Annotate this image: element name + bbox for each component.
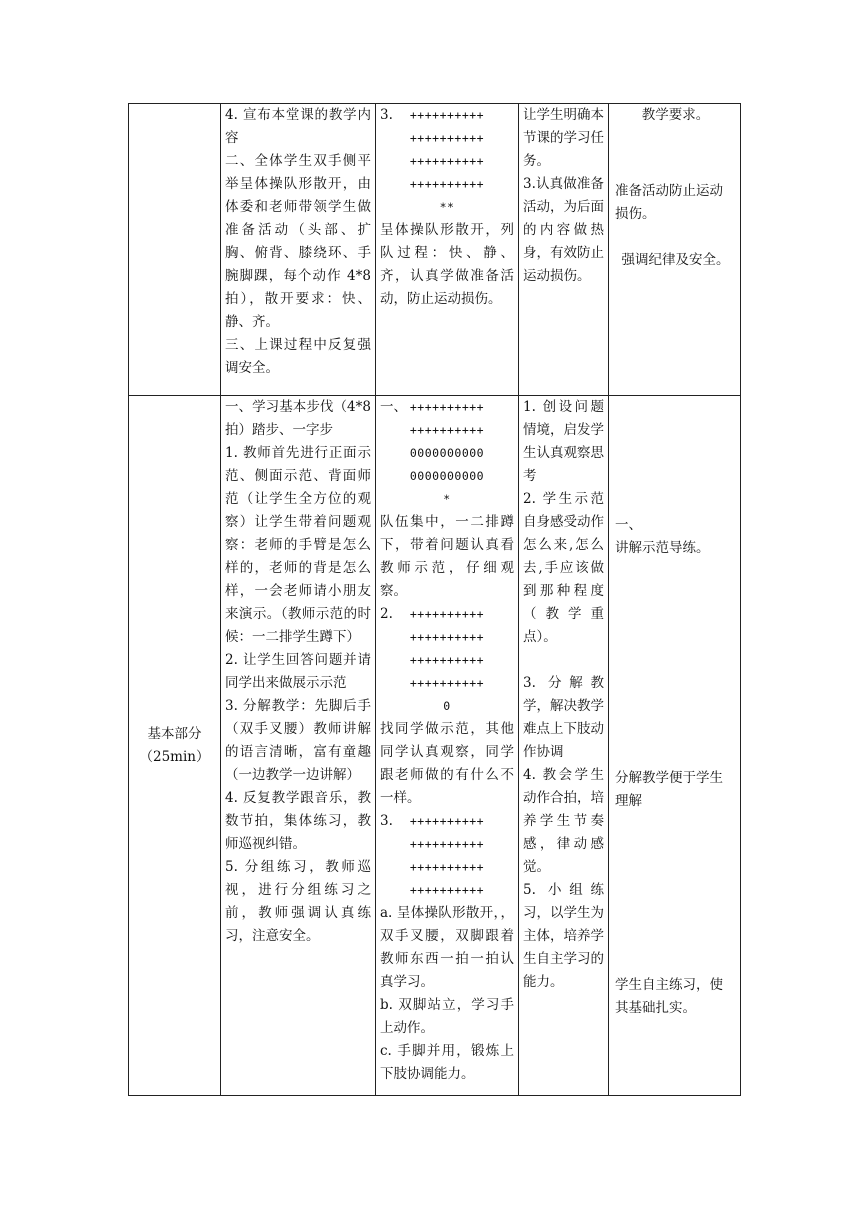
content-line: 4. 宣布本堂课的教学内容	[225, 107, 371, 146]
formation-row: ++++++++++	[409, 676, 485, 690]
note-line: 准备活动防止运动损伤。	[615, 183, 723, 222]
student-text: 呈体操队形散开，列队过程：快、静、齐，认真学做准备活动，防止运动损伤。	[380, 222, 514, 307]
formation-block	[380, 810, 514, 902]
formation-row: 0000000000	[409, 446, 485, 460]
formation-row: ++++++++++	[409, 883, 485, 897]
content-line: 2. 让学生回答问题并请同学出来做展示示范	[225, 652, 371, 691]
purpose-line: 1. 创设问题情境，启发学生认真观察思考	[523, 399, 604, 484]
content-line: 三、上课过程中反复强调安全。	[225, 337, 371, 376]
student-text: 找同学做示范，其他同学认真观察，同学跟老师做的有什么不一样。	[380, 721, 514, 806]
student-item: a. 呈体操队形散开，，双手叉腰，双脚跟着教师东西一拍一拍认真学习。	[380, 905, 514, 990]
formation-label: 3.	[380, 813, 393, 829]
formation-block	[380, 603, 514, 718]
content-line: 3. 分解教学：先脚后手（双手叉腰）教师讲解的语言清晰，富有童趣（一边教学一边讲解）	[225, 698, 371, 783]
student-item: b. 双脚站立，学习手上动作。	[380, 997, 514, 1036]
teaching-content-cell	[221, 396, 376, 1096]
section-cell	[129, 104, 221, 396]
content-line: 二、全体学生双手侧平举呈体操队形散开，由体委和老师带领学生做准备活动（头部、扩胸、俯背、膝绕环、手腕脚踝，每个动作 4*8 拍），散开要求：快、静、齐。	[225, 153, 371, 330]
formation-row: ++++++++++	[409, 108, 485, 122]
formation-row: 0000000000	[409, 469, 485, 483]
purpose-cell	[519, 104, 609, 396]
formation-row: ++++++++++	[409, 423, 485, 437]
purpose-cell	[519, 396, 609, 1096]
purpose-line: 3. 分解教学，解决教学难点上下肢动作协调	[523, 675, 604, 760]
formation-label: 3.	[380, 107, 393, 123]
lesson-plan-table	[128, 103, 741, 1096]
formation-teacher-mark: **	[439, 200, 455, 214]
note-line: 学生自主练习，使其基础扎实。	[615, 977, 723, 1016]
formation-row: ++++++++++	[409, 154, 485, 168]
formation-row: ++++++++++	[409, 860, 485, 874]
content-line: 4. 反复教学跟音乐，教数节拍，集体练习，教师巡视纠错。	[225, 790, 371, 852]
note-line: 教学要求。	[641, 107, 710, 123]
formation-row: ++++++++++	[409, 400, 485, 414]
formation-row: ++++++++++	[409, 837, 485, 851]
note-line: 强调纪律及安全。	[621, 252, 730, 268]
formation-label: 2.	[380, 606, 393, 622]
formation-row: ++++++++++	[409, 630, 485, 644]
formation-row: ++++++++++	[409, 653, 485, 667]
purpose-line: 5. 小组练习，以学生为主体，培养学生自主学习的能力。	[523, 882, 604, 990]
formation-teacher-mark: *	[443, 492, 451, 506]
formation-block	[380, 396, 514, 511]
student-text: 队伍集中，一二排蹲下，带着问题认真看教师示范，仔细观察。	[380, 514, 514, 599]
content-line: 一、学习基本步伐（4*8 拍）踏步、一字步	[225, 399, 371, 438]
note-line: 一、	[615, 517, 642, 533]
section-cell	[129, 396, 221, 1096]
formation-row: ++++++++++	[409, 131, 485, 145]
purpose-line: 让学生明确本节课的学习任务。	[523, 107, 604, 169]
content-line: 1. 教师首先进行正面示范、侧面示范、背面师范（让学生全方位的观察）让学生带着问题观察：老师的手臂是怎么样的，老师的背是怎么样，一会老师请小朋友来演示。（教师示范的时候：一二排学生蹲下）	[225, 445, 371, 645]
student-activity-cell	[376, 396, 519, 1096]
formation-row: ++++++++++	[409, 607, 485, 621]
purpose-line: 2. 学生示范自身感受动作怎么来,怎么去,手应该做到那种程度（教学重点）。	[523, 491, 604, 645]
table-row	[129, 396, 741, 1096]
content-line: 5. 分组练习，教师巡视，进行分组练习之前，教师强调认真练习，注意安全。	[225, 859, 371, 944]
purpose-line: 4. 教会学生动作合拍，培养学生节奏感，律动感觉。	[523, 767, 604, 875]
note-line: 讲解示范导练。	[615, 540, 710, 556]
formation-row: ++++++++++	[409, 177, 485, 191]
purpose-line: 3.认真做准备活动，为后面的内容做热身，有效防止运动损伤。	[523, 176, 604, 284]
formation-label: 一、	[380, 399, 407, 415]
formation-teacher-mark: 0	[443, 699, 451, 713]
section-title: 基本部分	[147, 725, 202, 742]
formation-row: ++++++++++	[409, 814, 485, 828]
section-duration: （25min）	[139, 748, 210, 765]
student-item: c. 手脚并用，锻炼上下肢协调能力。	[380, 1043, 514, 1082]
notes-cell	[609, 104, 741, 396]
teaching-content-cell	[221, 104, 376, 396]
formation-block	[380, 104, 514, 219]
table-row	[129, 104, 741, 396]
note-line: 分解教学便于学生理解	[615, 770, 723, 809]
student-activity-cell	[376, 104, 519, 396]
notes-cell	[609, 396, 741, 1096]
